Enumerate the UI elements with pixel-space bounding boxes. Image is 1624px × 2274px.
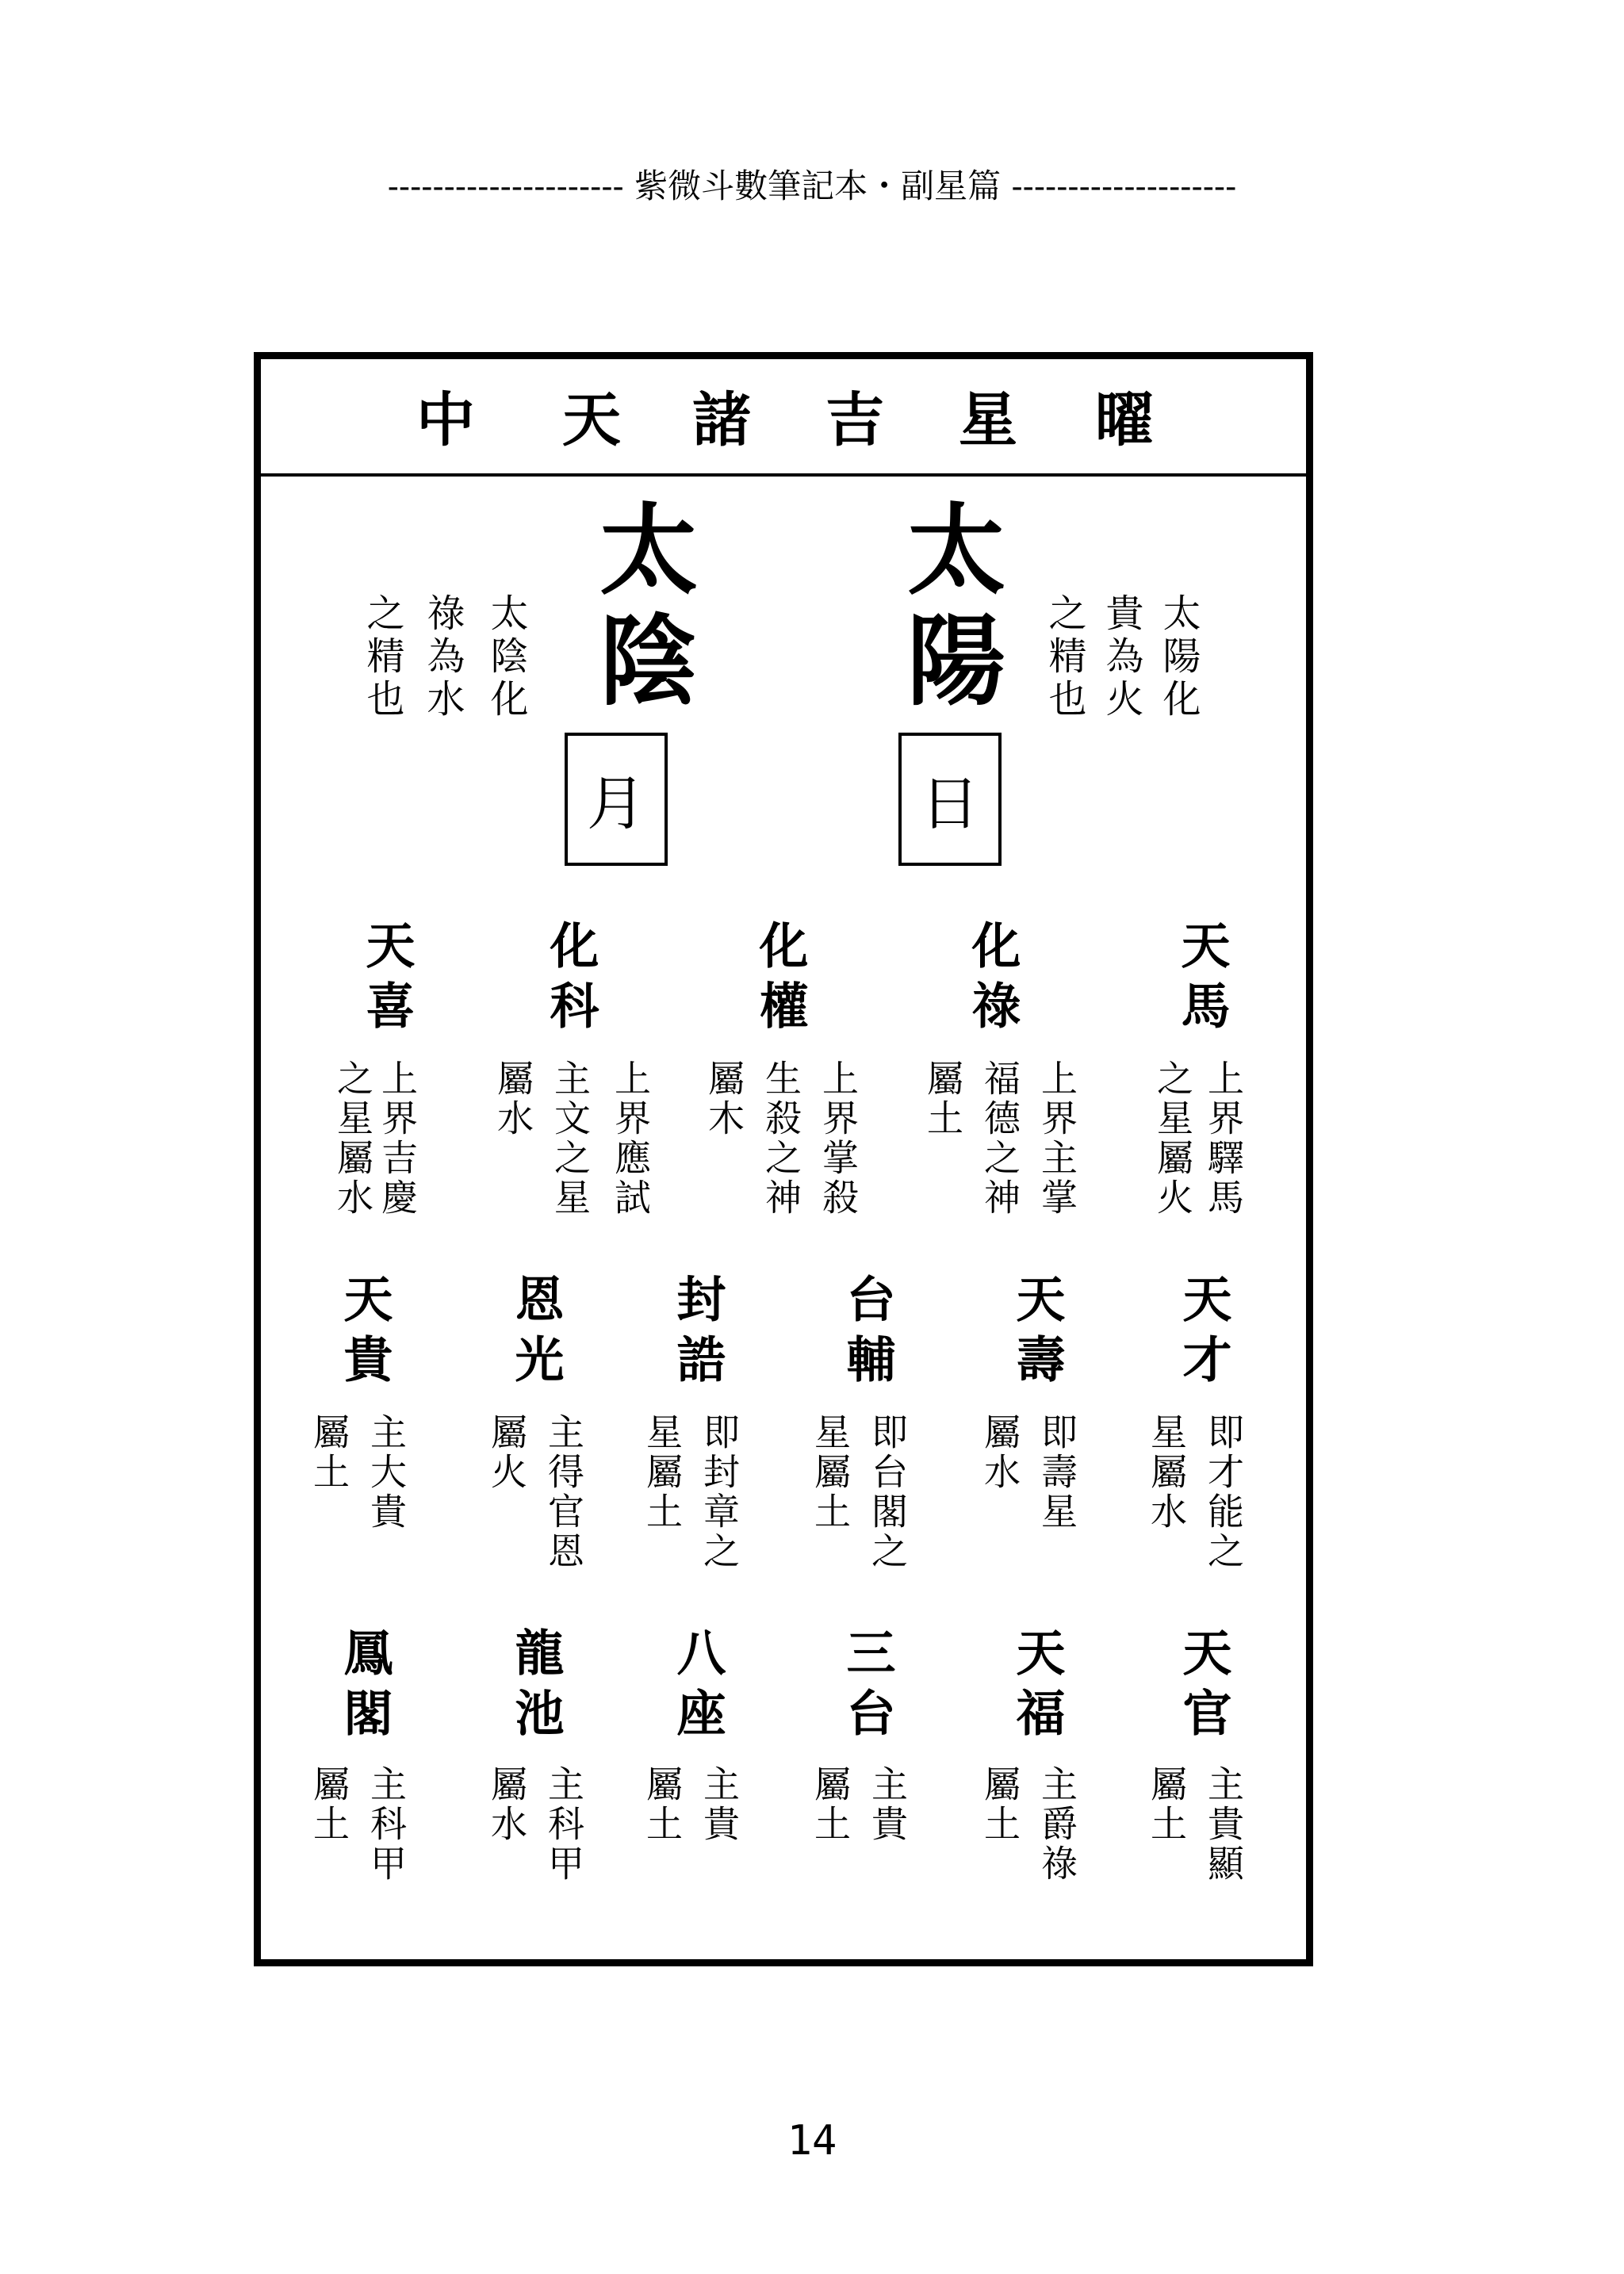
star-fenggao: 封誥 bbox=[668, 1273, 726, 1394]
star-desc: 主大貴 bbox=[365, 1413, 408, 1532]
star-desc: 星屬土 bbox=[641, 1413, 684, 1532]
title-char: 天 bbox=[562, 386, 621, 454]
star-desc: 上界主掌 bbox=[1036, 1059, 1078, 1218]
star-desc: 主科甲 bbox=[365, 1765, 408, 1884]
taiyang-desc-1: 太陽化 bbox=[1156, 593, 1201, 722]
taiyin-name: 太陰 bbox=[583, 498, 698, 720]
star-tiangui: 天貴 bbox=[335, 1273, 393, 1394]
star-desc: 屬木 bbox=[703, 1059, 745, 1139]
star-fengge: 鳳閣 bbox=[335, 1627, 393, 1748]
star-desc: 主貴 bbox=[866, 1765, 909, 1844]
star-desc: 即封章之 bbox=[698, 1413, 741, 1572]
star-desc: 屬火 bbox=[485, 1413, 528, 1492]
star-desc: 屬土 bbox=[921, 1059, 964, 1139]
taiyin-desc-2: 祿為水 bbox=[420, 593, 465, 722]
star-huaquan: 化權 bbox=[751, 920, 809, 1040]
star-desc: 上界應試 bbox=[609, 1059, 652, 1218]
star-desc: 屬水 bbox=[979, 1413, 1021, 1492]
star-santai: 三台 bbox=[838, 1627, 896, 1748]
star-tianfu: 天福 bbox=[1008, 1627, 1066, 1748]
star-desc: 屬土 bbox=[641, 1765, 684, 1844]
moon-symbol: 月 bbox=[587, 770, 645, 838]
taiyang-desc-3: 之精也 bbox=[1042, 593, 1086, 722]
star-tianguan: 天官 bbox=[1174, 1627, 1232, 1748]
star-desc: 屬水 bbox=[492, 1059, 534, 1139]
sun-symbol-box bbox=[898, 733, 1002, 866]
star-desc: 即台閣之 bbox=[866, 1413, 909, 1572]
star-tianshou: 天壽 bbox=[1008, 1273, 1066, 1394]
star-desc: 屬水 bbox=[485, 1765, 528, 1844]
star-desc: 上界掌殺 bbox=[817, 1059, 860, 1218]
star-desc: 主貴顯 bbox=[1202, 1765, 1245, 1884]
star-desc: 主貴 bbox=[698, 1765, 741, 1844]
title-char: 吉 bbox=[825, 386, 884, 454]
star-huake: 化科 bbox=[542, 920, 599, 1040]
star-tianma: 天馬 bbox=[1173, 920, 1231, 1040]
table-title bbox=[261, 359, 1306, 477]
moon-symbol-box bbox=[565, 733, 668, 866]
star-desc: 屬土 bbox=[1145, 1765, 1188, 1844]
star-desc: 上界吉慶 bbox=[376, 1059, 419, 1218]
star-desc: 生殺之神 bbox=[760, 1059, 802, 1218]
star-desc: 上界驛馬 bbox=[1202, 1059, 1245, 1218]
star-desc: 即才能之 bbox=[1202, 1413, 1245, 1572]
title-char: 星 bbox=[959, 386, 1017, 454]
taiyin-desc-3: 之精也 bbox=[360, 593, 404, 722]
star-desc: 福德之神 bbox=[979, 1059, 1021, 1218]
star-desc: 屬土 bbox=[809, 1765, 852, 1844]
star-desc: 屬土 bbox=[308, 1765, 350, 1844]
star-tiancai: 天才 bbox=[1174, 1273, 1232, 1394]
star-desc: 主文之星 bbox=[549, 1059, 592, 1218]
star-desc: 即壽星 bbox=[1036, 1413, 1078, 1532]
star-tianxi: 天喜 bbox=[358, 920, 416, 1040]
star-desc: 之星屬水 bbox=[331, 1059, 374, 1218]
star-desc: 主科甲 bbox=[542, 1765, 585, 1884]
title-char: 諸 bbox=[692, 386, 751, 454]
star-desc: 屬土 bbox=[979, 1765, 1021, 1844]
taiyang-desc-2: 貴為火 bbox=[1099, 593, 1143, 722]
title-char: 中 bbox=[416, 386, 475, 454]
star-desc: 之星屬火 bbox=[1151, 1059, 1194, 1218]
running-header: --------------------- 紫微斗數筆記本・副星篇 -------------------- bbox=[387, 167, 1237, 205]
title-char: 曜 bbox=[1095, 386, 1154, 454]
sun-symbol: 日 bbox=[921, 770, 979, 838]
star-desc: 屬土 bbox=[308, 1413, 350, 1492]
star-desc: 星屬土 bbox=[809, 1413, 852, 1532]
star-desc: 主得官恩 bbox=[542, 1413, 585, 1572]
star-desc: 主爵祿 bbox=[1036, 1765, 1078, 1884]
taiyang-name: 太陽 bbox=[891, 498, 1005, 720]
star-bazuo: 八座 bbox=[668, 1627, 726, 1748]
taiyin-desc-1: 太陰化 bbox=[484, 593, 528, 722]
page-number: 14 bbox=[787, 2117, 837, 2165]
star-longchi: 龍池 bbox=[507, 1627, 565, 1748]
star-taifu: 台輔 bbox=[838, 1273, 896, 1394]
star-hualu: 化祿 bbox=[963, 920, 1021, 1040]
star-desc: 星屬水 bbox=[1145, 1413, 1188, 1532]
star-enguang: 恩光 bbox=[507, 1273, 565, 1394]
